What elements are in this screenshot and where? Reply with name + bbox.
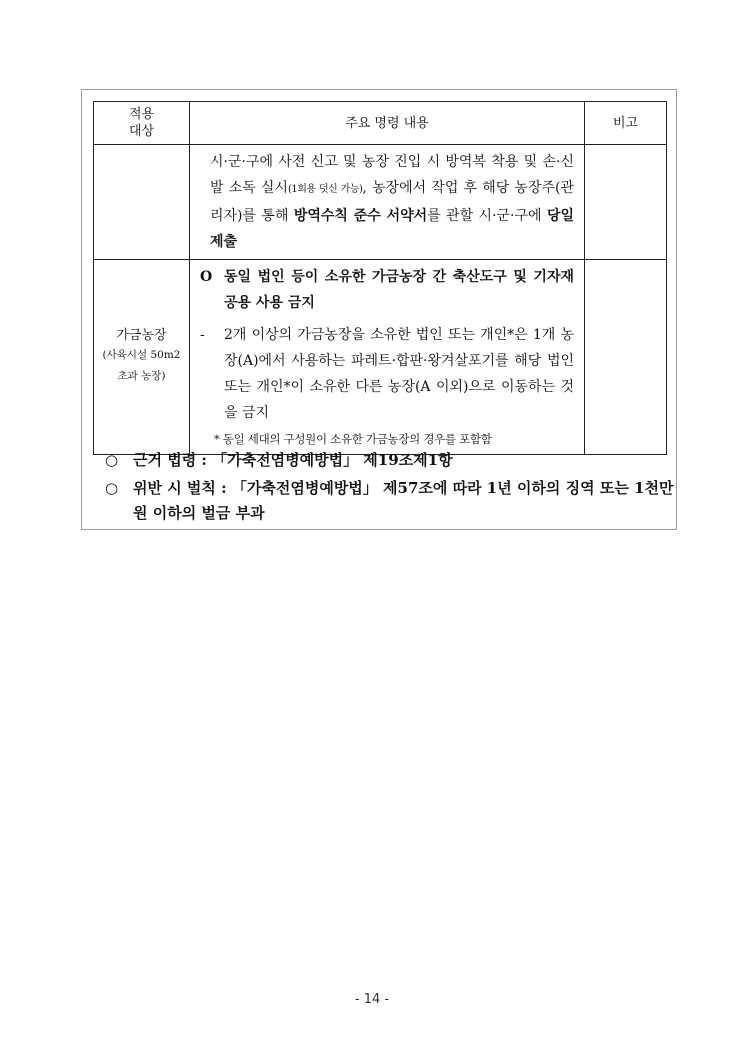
row1-bold-1: 방역수칙 준수 서약서 (293, 208, 428, 224)
row2-content (190, 260, 585, 455)
table-row (94, 260, 667, 455)
row2-text (190, 260, 584, 454)
row2-target-sub1: (사육시설 50m2 (102, 349, 181, 361)
penalty-text: 위반 시 벌칙 : 「가축전염병예방법」 제57조에 따라 1년 이하의 징역 또는 1천만원 이하의 벌금 부과 (133, 479, 674, 522)
penalty (105, 476, 675, 526)
order-table (93, 101, 667, 455)
row2-target-main: 가금농장 (116, 328, 167, 343)
header-target (94, 102, 190, 145)
row2-target-sub2: 초과 농장) (117, 370, 166, 382)
row2-target (94, 260, 190, 455)
row2-item2-mark: - (200, 327, 205, 343)
header-content: 주요 명령 내용 (190, 102, 585, 145)
row1-text-a: 시·군·구에 사전 신고 및 농장 진입 시 방역복 착용 및 손·신발 소독 실시 (210, 154, 574, 196)
footer-items (105, 448, 675, 529)
table-header-row (94, 102, 667, 145)
row2-item2 (200, 322, 574, 426)
row1-bold-2: 당일 제출 (210, 208, 574, 250)
row2-note: * 동일 세대의 구성원이 소유한 가금농장의 경우를 포함함 (214, 432, 492, 446)
row2-item1-text: 동일 법인 등이 소유한 가금농장 간 축산도구 및 기자재 공용 사용 금지 (224, 269, 574, 311)
legal-basis-text: 근거 법령 : 「가축전염병예방법」 제19조제1항 (133, 451, 453, 469)
row1-text-b: , 농장에서 작업 후 해당 농장주(관리자)를 통해 (210, 180, 574, 224)
penalty-mark: ○ (105, 479, 119, 497)
row2-item1 (200, 264, 574, 316)
row1-target (94, 145, 190, 260)
row2-remarks (585, 260, 667, 455)
header-target-line1: 적용 (128, 107, 155, 122)
legal-basis (105, 448, 675, 473)
row1-remarks (585, 145, 667, 260)
legal-basis-mark: ○ (105, 451, 119, 469)
header-remarks: 비고 (585, 102, 667, 145)
row2-item1-mark: O (200, 269, 213, 285)
row1-text-small: (1회용 덧신 가능) (287, 184, 363, 195)
row2-item2-text: 2개 이상의 가금농장을 소유한 법인 또는 개인*은 1개 농장(A)에서 사용하는 파레트·합판·왕겨살포기를 해당 법인 또는 개인*이 소유한 다른 농장(A 이외)으로 이동하는 것을 금지 (224, 327, 574, 421)
row1-text (190, 145, 584, 259)
page-number: - 14 - (354, 992, 390, 1007)
table-row (94, 145, 667, 260)
row1-text-c: 를 관할 시·군·구에 (427, 208, 547, 224)
row1-content (190, 145, 585, 260)
header-target-line2: 대상 (128, 124, 155, 139)
